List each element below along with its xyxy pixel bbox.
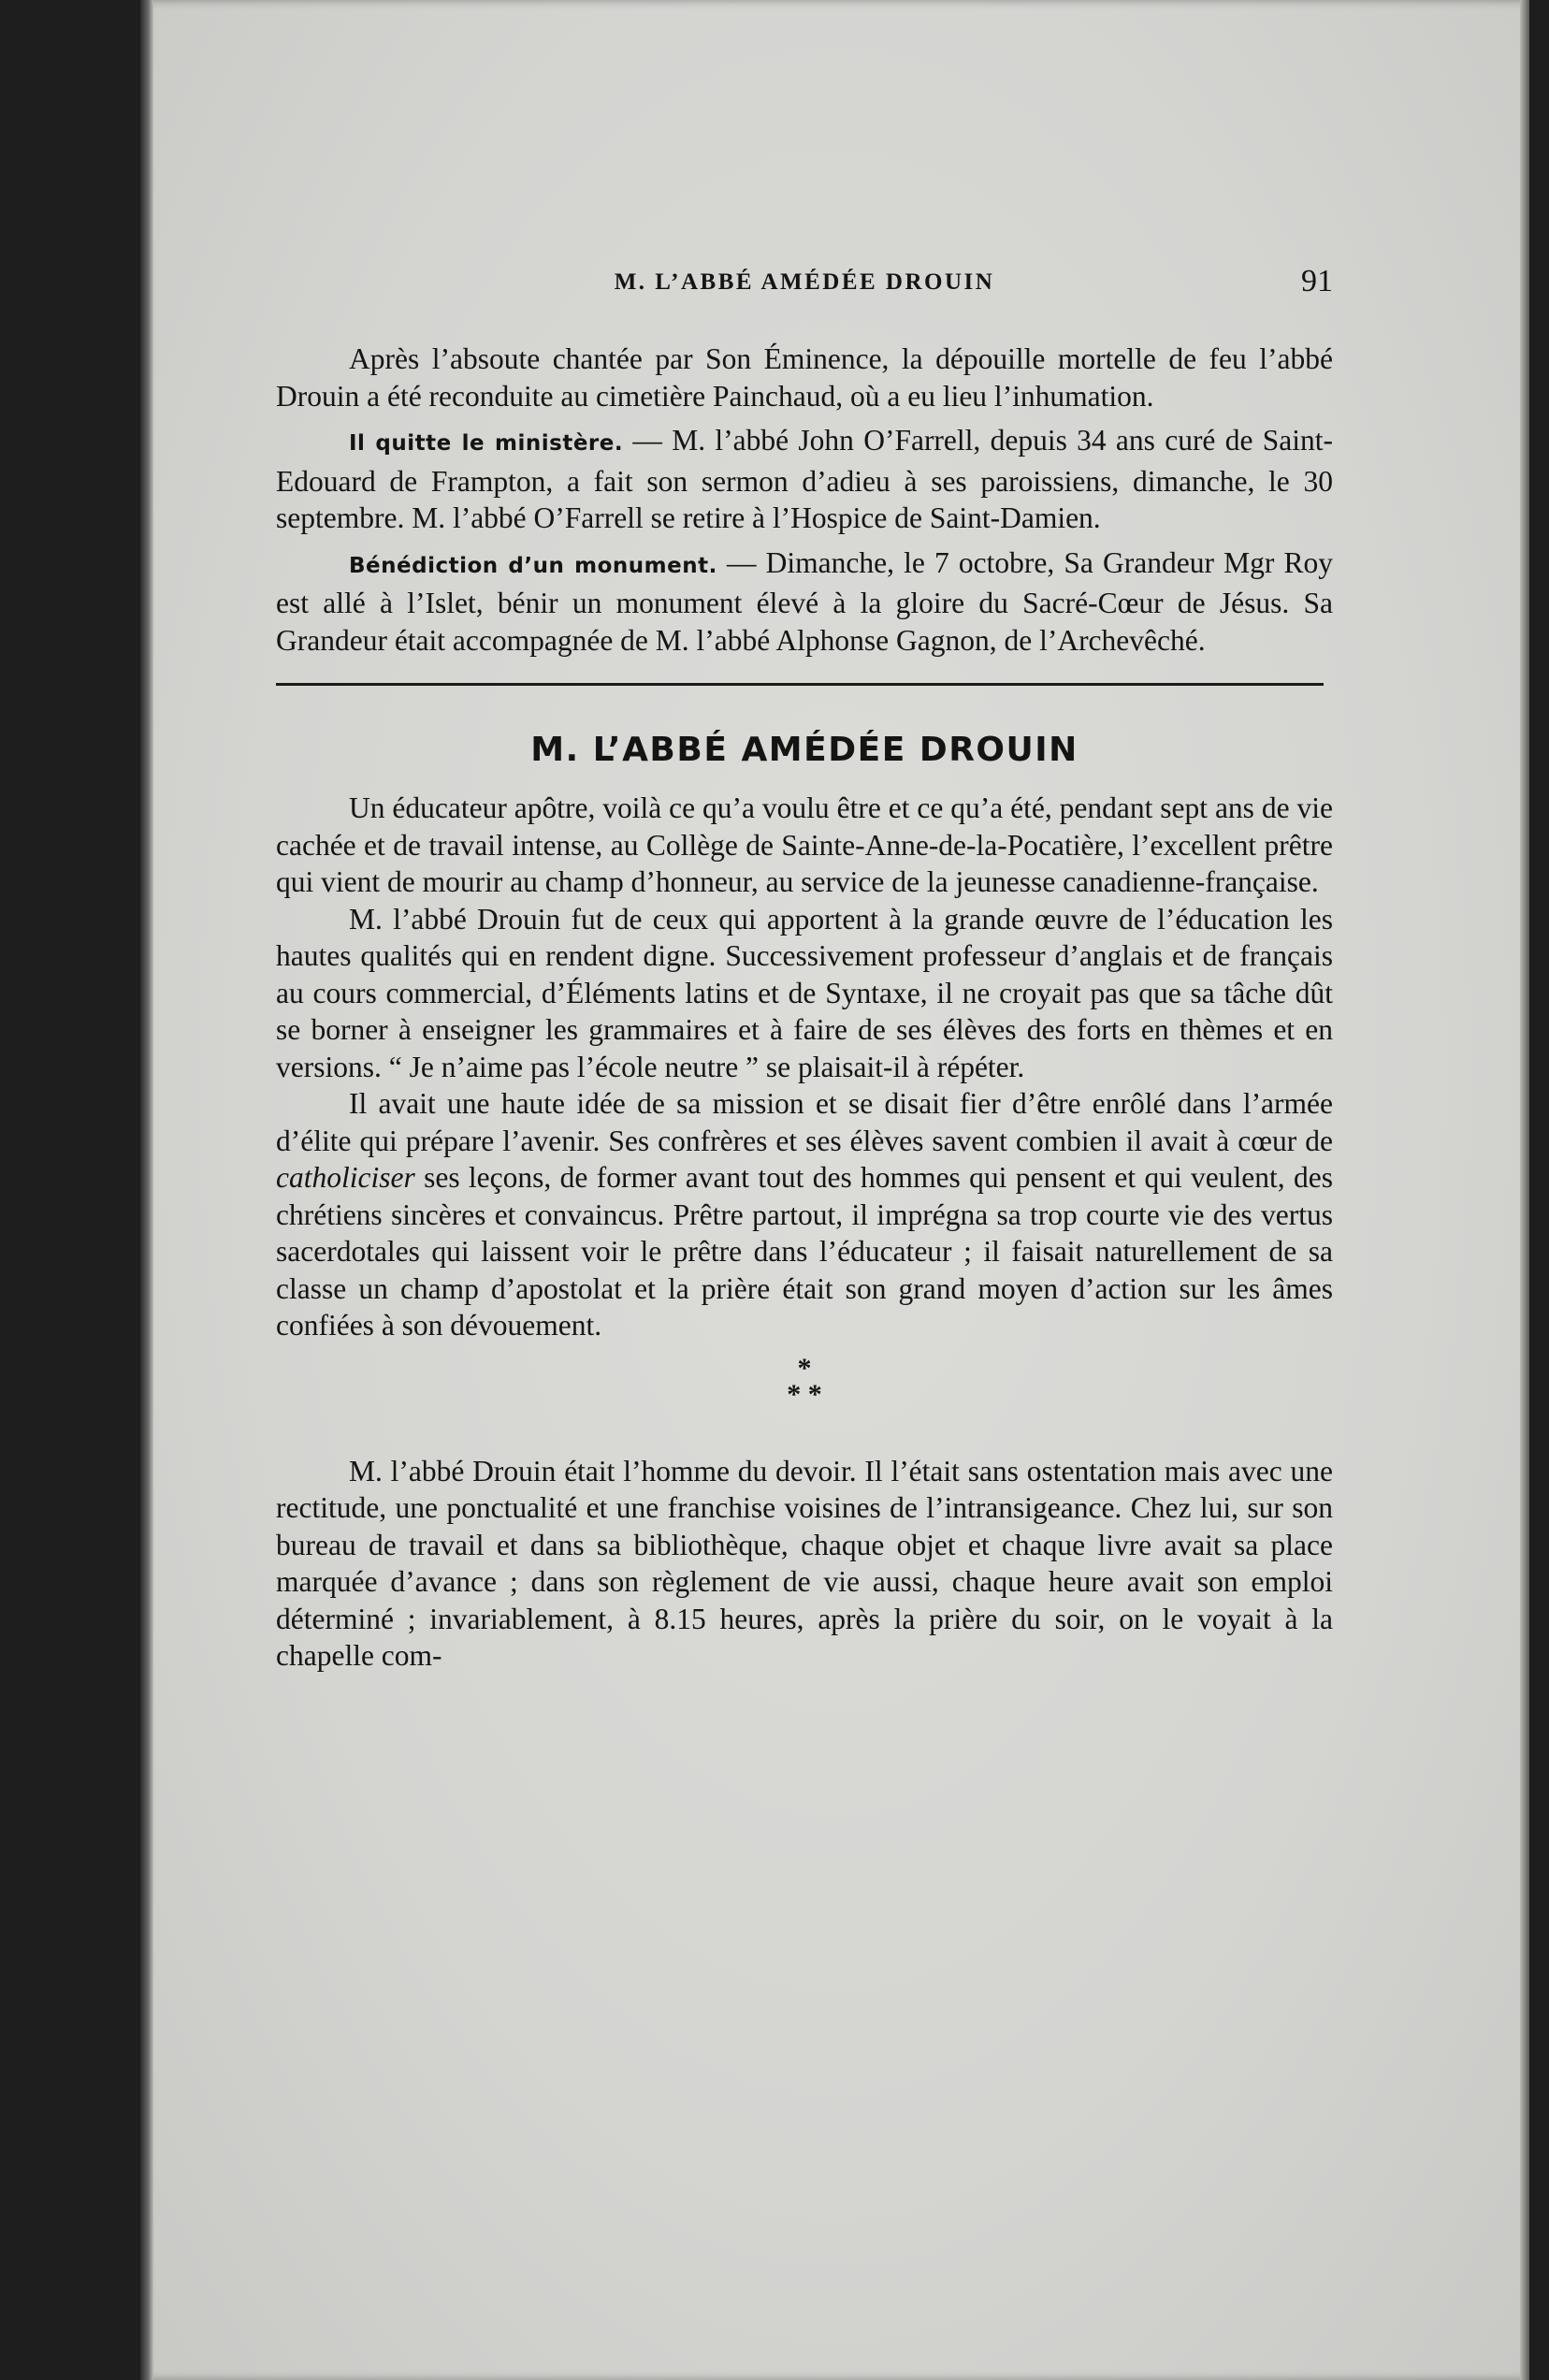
article-title: M. L’ABBÉ AMÉDÉE DROUIN [530,731,1079,769]
news-item-quitte [276,422,1333,537]
binding-edge [140,0,153,2380]
emphasis-text: catholiciser [276,1161,415,1194]
page-number: 91 [1301,264,1333,298]
news-text: — Dimanche, le 7 octobre, Sa Grandeur Mgr Roy est allé à l’Islet, bénir un monument élevé à la gloire du Sacré-Cœur de Jésus. Sa Grandeur était accompagnée de M. l’abbé Alphonse Gagnon, de l’Archevêché. [276,545,1333,657]
section-divider [276,683,1324,686]
paragraph-absoute: Après l’absoute chantée par Son Éminence, la dépouille mortelle de feu l’abbé Drouin a été reconduite au cimetière Painchaud, où a eu lieu l’inhumation. [276,342,1333,413]
running-title: M. L’ABBÉ AMÉDÉE DROUIN [614,269,995,295]
news-item-benediction [276,544,1333,660]
book-page [140,0,1529,2380]
news-lead: Bénédiction d’un monument. [349,553,717,578]
article-paragraph-devoir: M. l’abbé Drouin était l’homme du devoir. Il l’était sans ostentation mais avec une rectitude, une ponctualité et une franchise voisines de l’intransigeance. Chez lui, sur son bureau de travail et dans sa bibliothèque, chaque objet et chaque livre avait sa place marquée d’avance ; dans son règlement de vie aussi, chaque heure avait son emploi déterminé ; invariablement, à 8.15 heures, après la prière du soir, on le voyait à la chapelle com- [276,1454,1333,1672]
asterism-divider: * * * [787,1352,822,1410]
article-paragraph: Un éducateur apôtre, voilà ce qu’a voulu être et ce qu’a été, pendant sept ans de vie cachée et de travail intense, au Collège de Sainte-Anne-de-la-Pocatière, l’excellent prêtre qui vient de mourir au champ d’honneur, au service de la jeunesse canadienne-française. [276,791,1333,898]
page-edge [1520,0,1529,2380]
news-lead: Il quitte le ministère. [349,431,624,456]
running-head [276,245,1333,301]
article-paragraph-mission: Il avait une haute idée de sa mission et se disait fier d’être enrôlé dans l’armée d’élite qui prépare l’avenir. Ses confrères et ses élèves savent combien il avait à cœur de catholiciser ses leçons, de former avant tout des hommes qui pensent et qui veulent, des chrétiens sincères et convaincus. Prêtre partout, il imprégna sa trop courte vie des vertus sacerdotales qui laissent voir le prêtre dans l’éducateur ; il faisait naturellement de sa classe un champ d’apostolat et la prière était son grand moyen d’action sur les âmes confiées à son dévouement. [276,1087,1333,1342]
page-content [276,245,1333,1675]
news-text: — M. l’abbé John O’Farrell, depuis 34 ans curé de Saint-Edouard de Frampton, a fait son sermon d’adieu à ses paroissiens, dimanche, le 30 septembre. M. l’abbé O’Farrell se retire à l’Hospice de Saint-Damien. [276,424,1333,534]
article-paragraph: M. l’abbé Drouin fut de ceux qui apportent à la grande œuvre de l’éducation les hautes qualités qui en rendent digne. Successivement professeur d’anglais et de français au cours commercial, d’Éléments latins et de Syntaxe, il ne croyait pas que sa tâche dût se borner à enseigner les grammaires et à faire de ses élèves des forts en thèmes et en versions. “ Je n’aime pas l’école neutre ” se plaisait-il à répéter. [276,902,1333,1083]
